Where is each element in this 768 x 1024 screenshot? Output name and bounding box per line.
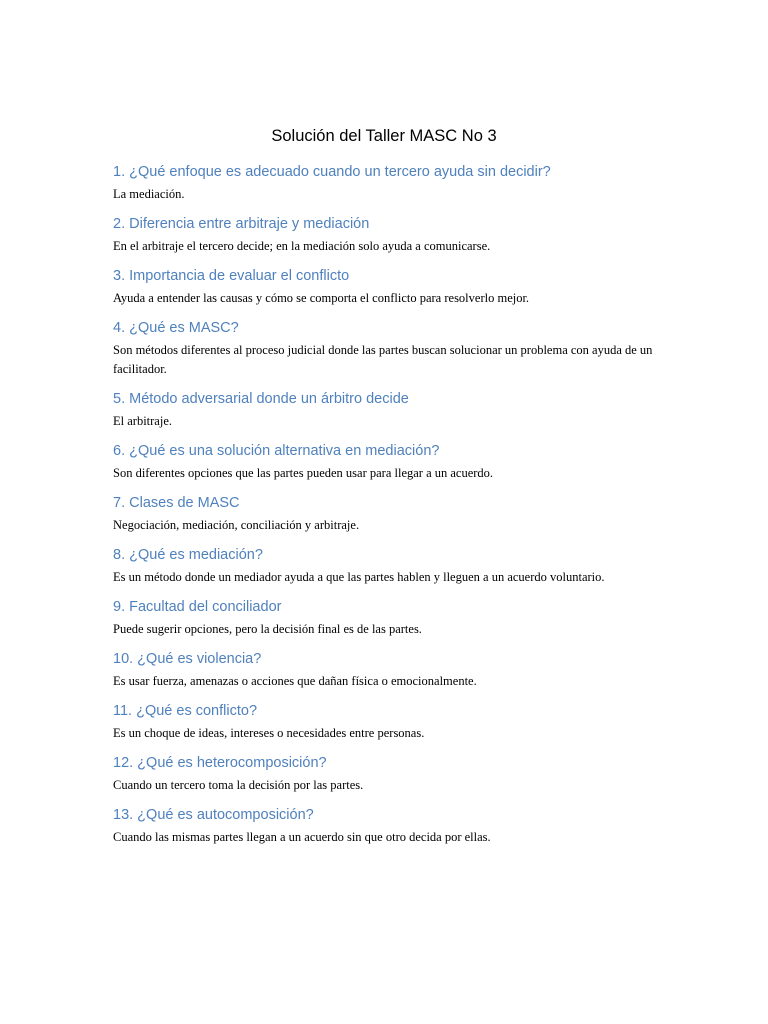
answer-text: Cuando las mismas partes llegan a un acuerdo sin que otro decida por ellas. — [113, 830, 491, 844]
answer-text: Son diferentes opciones que las partes pueden usar para llegar a un acuerdo. — [113, 466, 494, 480]
question-heading: 8. ¿Qué es mediación? — [113, 547, 263, 563]
qa-item-4 — [113, 318, 673, 379]
question-heading: 11. ¿Qué es conflicto? — [113, 703, 258, 719]
answer-text: La mediación. — [113, 187, 185, 201]
answer-text: Son métodos diferentes al proceso judicial donde las partes buscan solucionar un problema con ayuda de un facilitador. — [113, 343, 653, 376]
answer-text: Ayuda a entender las causas y cómo se comporta el conflicto para resolverlo mejor. — [113, 291, 530, 305]
document-title: Solución del Taller MASC No 3 — [271, 127, 497, 145]
qa-item-2 — [113, 214, 673, 256]
answer-text: Es un choque de ideas, intereses o necesidades entre personas. — [113, 726, 425, 740]
qa-item-6 — [113, 441, 673, 483]
qa-item-9 — [113, 597, 673, 639]
answer-text: Negociación, mediación, conciliación y arbitraje. — [113, 518, 360, 532]
qa-item-12 — [113, 753, 673, 795]
question-heading: 9. Facultad del conciliador — [113, 599, 282, 615]
answer-text: Puede sugerir opciones, pero la decisión final es de las partes. — [113, 622, 422, 636]
question-heading: 13. ¿Qué es autocomposición? — [113, 807, 314, 823]
qa-item-8 — [113, 545, 673, 587]
qa-item-7 — [113, 493, 673, 535]
qa-item-10 — [113, 649, 673, 691]
qa-item-1 — [113, 162, 673, 204]
answer-text: En el arbitraje el tercero decide; en la mediación solo ayuda a comunicarse. — [113, 239, 491, 253]
answer-text: Es un método donde un mediador ayuda a que las partes hablen y lleguen a un acuerdo voluntario. — [113, 570, 605, 584]
question-heading: 6. ¿Qué es una solución alternativa en mediación? — [113, 443, 440, 459]
answer-text: El arbitraje. — [113, 414, 172, 428]
question-heading: 7. Clases de MASC — [113, 495, 240, 511]
qa-item-3 — [113, 266, 673, 308]
question-heading: 4. ¿Qué es MASC? — [113, 320, 239, 336]
qa-list — [113, 162, 673, 857]
question-heading: 2. Diferencia entre arbitraje y mediación — [113, 216, 370, 232]
question-heading: 10. ¿Qué es violencia? — [113, 651, 262, 667]
question-heading: 12. ¿Qué es heterocomposición? — [113, 755, 327, 771]
question-heading: 5. Método adversarial donde un árbitro decide — [113, 391, 409, 407]
qa-item-11 — [113, 701, 673, 743]
answer-text: Cuando un tercero toma la decisión por las partes. — [113, 778, 364, 792]
question-heading: 3. Importancia de evaluar el conflicto — [113, 268, 350, 284]
qa-item-5 — [113, 389, 673, 431]
qa-item-13 — [113, 805, 673, 847]
answer-text: Es usar fuerza, amenazas o acciones que dañan física o emocionalmente. — [113, 674, 477, 688]
question-heading: 1. ¿Qué enfoque es adecuado cuando un tercero ayuda sin decidir? — [113, 164, 551, 180]
